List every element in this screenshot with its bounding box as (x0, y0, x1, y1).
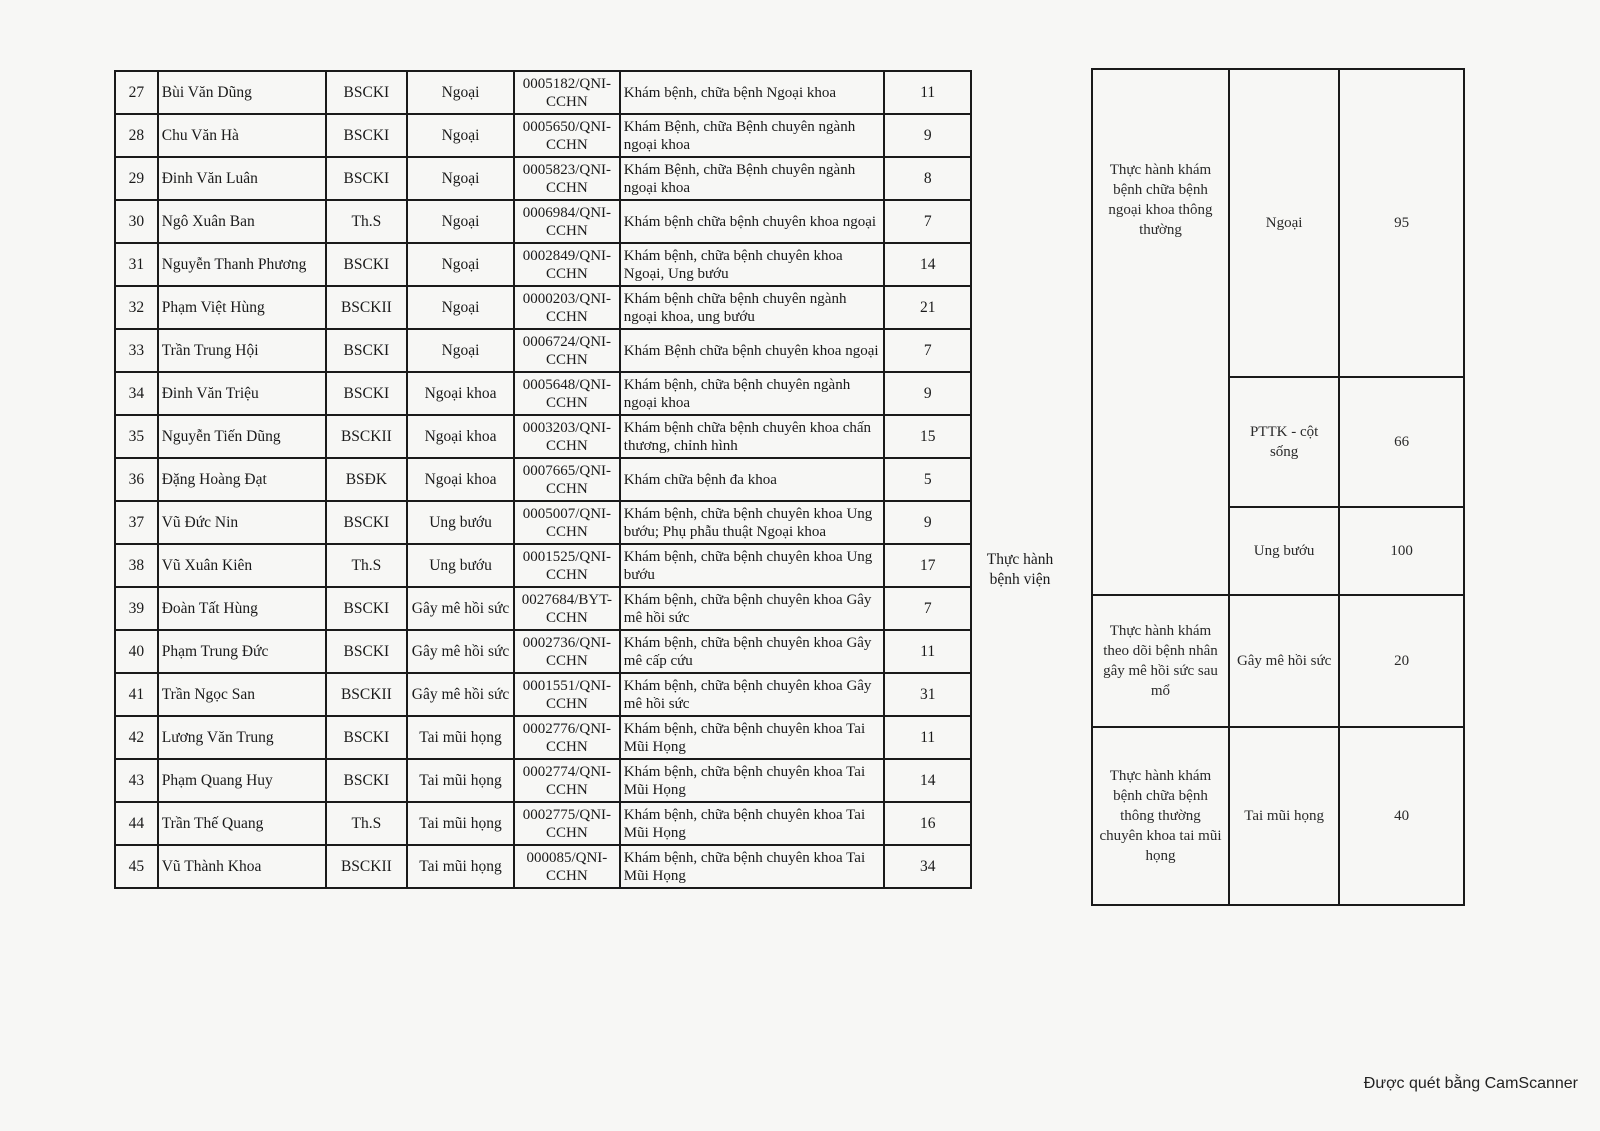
table-row (115, 544, 971, 587)
staff-specialty: Tai mũi họng (407, 759, 514, 802)
row-number: 41 (115, 673, 158, 716)
staff-years: 11 (884, 630, 971, 673)
program-anesthesia-title: Thực hành khám theo dõi bệnh nhân gây mê hồi sức sau mổ (1092, 595, 1229, 727)
table-row (115, 372, 971, 415)
staff-name: Vũ Đức Nin (158, 501, 326, 544)
staff-scope: Khám chữa bệnh đa khoa (620, 458, 885, 501)
table-row (115, 458, 971, 501)
staff-scope: Khám bệnh, chữa bệnh chuyên khoa Gây mê hồi sức (620, 587, 885, 630)
table-row (115, 802, 971, 845)
staff-name: Trần Ngọc San (158, 673, 326, 716)
staff-scope: Khám bệnh, chữa bệnh chuyên khoa Gây mê cấp cứu (620, 630, 885, 673)
staff-degree: BSCKI (326, 329, 407, 372)
row-number: 27 (115, 71, 158, 114)
staff-certificate: 0001551/QNI-CCHN (514, 673, 620, 716)
staff-scope: Khám bệnh, chữa bệnh chuyên khoa Ung bướu; Phụ phẫu thuật Ngoại khoa (620, 501, 885, 544)
staff-table (114, 70, 972, 889)
table-row (115, 415, 971, 458)
staff-certificate: 0005650/QNI-CCHN (514, 114, 620, 157)
staff-degree: BSCKI (326, 372, 407, 415)
table-row (115, 243, 971, 286)
staff-scope: Khám bệnh, chữa bệnh chuyên khoa Tai Mũi Họng (620, 716, 885, 759)
staff-years: 11 (884, 716, 971, 759)
staff-years: 7 (884, 587, 971, 630)
staff-scope: Khám bệnh, chữa bệnh chuyên khoa Ngoại, Ung bướu (620, 243, 885, 286)
staff-years: 5 (884, 458, 971, 501)
staff-scope: Khám Bệnh chữa bệnh chuyên khoa ngoại (620, 329, 885, 372)
program-value: 100 (1339, 507, 1464, 595)
staff-degree: BSCKI (326, 243, 407, 286)
staff-degree: BSCKI (326, 759, 407, 802)
row-number: 44 (115, 802, 158, 845)
staff-certificate: 0027684/BYT-CCHN (514, 587, 620, 630)
staff-scope: Khám bệnh, chữa bệnh Ngoại khoa (620, 71, 885, 114)
staff-name: Đoàn Tất Hùng (158, 587, 326, 630)
program-value: 66 (1339, 377, 1464, 507)
program-table (1091, 68, 1465, 906)
program-value: 20 (1339, 595, 1464, 727)
table-row (115, 759, 971, 802)
staff-scope: Khám bệnh chữa bệnh chuyên ngành ngoại khoa, ung bướu (620, 286, 885, 329)
program-value: 95 (1339, 69, 1464, 377)
row-number: 33 (115, 329, 158, 372)
staff-name: Phạm Trung Đức (158, 630, 326, 673)
staff-degree: BSCKI (326, 587, 407, 630)
row-number: 39 (115, 587, 158, 630)
table-row (115, 630, 971, 673)
staff-name: Đinh Văn Triệu (158, 372, 326, 415)
program-surgery-title: Thực hành khám bệnh chữa bệnh ngoại khoa thông thường (1092, 69, 1229, 595)
staff-degree: BSCKII (326, 673, 407, 716)
staff-certificate: 0006984/QNI-CCHN (514, 200, 620, 243)
staff-degree: BSCKI (326, 157, 407, 200)
program-ent-title: Thực hành khám bệnh chữa bệnh thông thường chuyên khoa tai mũi họng (1092, 727, 1229, 905)
row-number: 43 (115, 759, 158, 802)
staff-specialty: Ung bướu (407, 501, 514, 544)
staff-name: Lương Văn Trung (158, 716, 326, 759)
staff-years: 17 (884, 544, 971, 587)
row-number: 29 (115, 157, 158, 200)
staff-specialty: Ngoại khoa (407, 458, 514, 501)
table-row (115, 587, 971, 630)
staff-certificate: 0000203/QNI-CCHN (514, 286, 620, 329)
staff-certificate: 0002774/QNI-CCHN (514, 759, 620, 802)
staff-years: 8 (884, 157, 971, 200)
staff-certificate: 0005823/QNI-CCHN (514, 157, 620, 200)
staff-certificate: 0007665/QNI-CCHN (514, 458, 620, 501)
staff-degree: Th.S (326, 802, 407, 845)
table-row (115, 673, 971, 716)
staff-specialty: Ngoại (407, 114, 514, 157)
program-dept: Gây mê hồi sức (1229, 595, 1339, 727)
staff-name: Phạm Quang Huy (158, 759, 326, 802)
staff-years: 14 (884, 759, 971, 802)
staff-name: Vũ Thành Khoa (158, 845, 326, 888)
program-dept: Ung bướu (1229, 507, 1339, 595)
staff-table-body (115, 71, 971, 888)
staff-specialty: Ngoại (407, 329, 514, 372)
row-number: 28 (115, 114, 158, 157)
row-number: 35 (115, 415, 158, 458)
table-row (115, 286, 971, 329)
staff-specialty: Ngoại (407, 71, 514, 114)
staff-degree: BSCKII (326, 845, 407, 888)
staff-scope: Khám bệnh chữa bệnh chuyên khoa chấn thương, chỉnh hình (620, 415, 885, 458)
program-dept: PTTK - cột sống (1229, 377, 1339, 507)
staff-years: 34 (884, 845, 971, 888)
staff-specialty: Ung bướu (407, 544, 514, 587)
row-number: 36 (115, 458, 158, 501)
staff-specialty: Tai mũi họng (407, 845, 514, 888)
staff-specialty: Gây mê hồi sức (407, 673, 514, 716)
staff-name: Đặng Hoàng Đạt (158, 458, 326, 501)
staff-specialty: Tai mũi họng (407, 802, 514, 845)
staff-scope: Khám bệnh, chữa bệnh chuyên khoa Gây mê hồi sức (620, 673, 885, 716)
table-row (115, 200, 971, 243)
staff-specialty: Ngoại (407, 286, 514, 329)
staff-degree: BSCKI (326, 716, 407, 759)
camscanner-watermark: Được quét bằng CamScanner (1363, 1075, 1578, 1092)
staff-certificate: 0005182/QNI-CCHN (514, 71, 620, 114)
table-row (115, 845, 971, 888)
staff-degree: BSĐK (326, 458, 407, 501)
staff-name: Trần Trung Hội (158, 329, 326, 372)
staff-certificate: 0006724/QNI-CCHN (514, 329, 620, 372)
staff-degree: BSCKI (326, 114, 407, 157)
staff-scope: Khám bệnh, chữa bệnh chuyên khoa Tai Mũi Họng (620, 802, 885, 845)
staff-scope: Khám bệnh chữa bệnh chuyên khoa ngoại (620, 200, 885, 243)
program-value: 40 (1339, 727, 1464, 905)
staff-name: Chu Văn Hà (158, 114, 326, 157)
staff-scope: Khám bệnh, chữa bệnh chuyên khoa Tai Mũi Họng (620, 759, 885, 802)
staff-specialty: Ngoại (407, 157, 514, 200)
row-number: 34 (115, 372, 158, 415)
staff-degree: BSCKII (326, 286, 407, 329)
row-number: 30 (115, 200, 158, 243)
staff-years: 16 (884, 802, 971, 845)
table-row (115, 716, 971, 759)
staff-scope: Khám Bệnh, chữa Bệnh chuyên ngành ngoại khoa (620, 157, 885, 200)
staff-scope: Khám Bệnh, chữa Bệnh chuyên ngành ngoại khoa (620, 114, 885, 157)
row-number: 42 (115, 716, 158, 759)
staff-years: 7 (884, 200, 971, 243)
staff-name: Trần Thế Quang (158, 802, 326, 845)
staff-certificate: 0002849/QNI-CCHN (514, 243, 620, 286)
staff-years: 9 (884, 501, 971, 544)
staff-certificate: 0001525/QNI-CCHN (514, 544, 620, 587)
staff-years: 14 (884, 243, 971, 286)
staff-specialty: Gây mê hồi sức (407, 630, 514, 673)
staff-specialty: Ngoại khoa (407, 415, 514, 458)
staff-scope: Khám bệnh, chữa bệnh chuyên khoa Ung bướu (620, 544, 885, 587)
staff-specialty: Ngoại khoa (407, 372, 514, 415)
staff-specialty: Tai mũi họng (407, 716, 514, 759)
program-dept: Tai mũi họng (1229, 727, 1339, 905)
staff-years: 15 (884, 415, 971, 458)
table-row (115, 329, 971, 372)
program-dept: Ngoại (1229, 69, 1339, 377)
table-row (115, 71, 971, 114)
table-row (115, 114, 971, 157)
staff-degree: Th.S (326, 200, 407, 243)
staff-years: 21 (884, 286, 971, 329)
staff-degree: BSCKI (326, 71, 407, 114)
row-number: 38 (115, 544, 158, 587)
staff-years: 31 (884, 673, 971, 716)
table-row (115, 157, 971, 200)
staff-years: 9 (884, 372, 971, 415)
row-number: 45 (115, 845, 158, 888)
staff-name: Vũ Xuân Kiên (158, 544, 326, 587)
staff-degree: BSCKI (326, 630, 407, 673)
staff-specialty: Ngoại (407, 243, 514, 286)
staff-degree: BSCKI (326, 501, 407, 544)
staff-scope: Khám bệnh, chữa bệnh chuyên ngành ngoại khoa (620, 372, 885, 415)
row-number: 32 (115, 286, 158, 329)
row-number: 40 (115, 630, 158, 673)
staff-certificate: 0002736/QNI-CCHN (514, 630, 620, 673)
staff-name: Ngô Xuân Ban (158, 200, 326, 243)
row-number: 37 (115, 501, 158, 544)
staff-scope: Khám bệnh, chữa bệnh chuyên khoa Tai Mũi Họng (620, 845, 885, 888)
staff-degree: BSCKII (326, 415, 407, 458)
staff-certificate: 0002776/QNI-CCHN (514, 716, 620, 759)
staff-specialty: Ngoại (407, 200, 514, 243)
staff-name: Bùi Văn Dũng (158, 71, 326, 114)
hospital-practice-label: Thực hành bệnh viện (986, 551, 1054, 588)
staff-name: Phạm Việt Hùng (158, 286, 326, 329)
staff-certificate: 0005007/QNI-CCHN (514, 501, 620, 544)
staff-years: 9 (884, 114, 971, 157)
staff-certificate: 0005648/QNI-CCHN (514, 372, 620, 415)
staff-years: 7 (884, 329, 971, 372)
row-number: 31 (115, 243, 158, 286)
staff-degree: Th.S (326, 544, 407, 587)
staff-years: 11 (884, 71, 971, 114)
staff-certificate: 000085/QNI-CCHN (514, 845, 620, 888)
staff-name: Nguyễn Thanh Phương (158, 243, 326, 286)
staff-certificate: 0002775/QNI-CCHN (514, 802, 620, 845)
staff-specialty: Gây mê hồi sức (407, 587, 514, 630)
table-row (115, 501, 971, 544)
staff-name: Nguyễn Tiến Dũng (158, 415, 326, 458)
staff-certificate: 0003203/QNI-CCHN (514, 415, 620, 458)
staff-name: Đinh Văn Luân (158, 157, 326, 200)
